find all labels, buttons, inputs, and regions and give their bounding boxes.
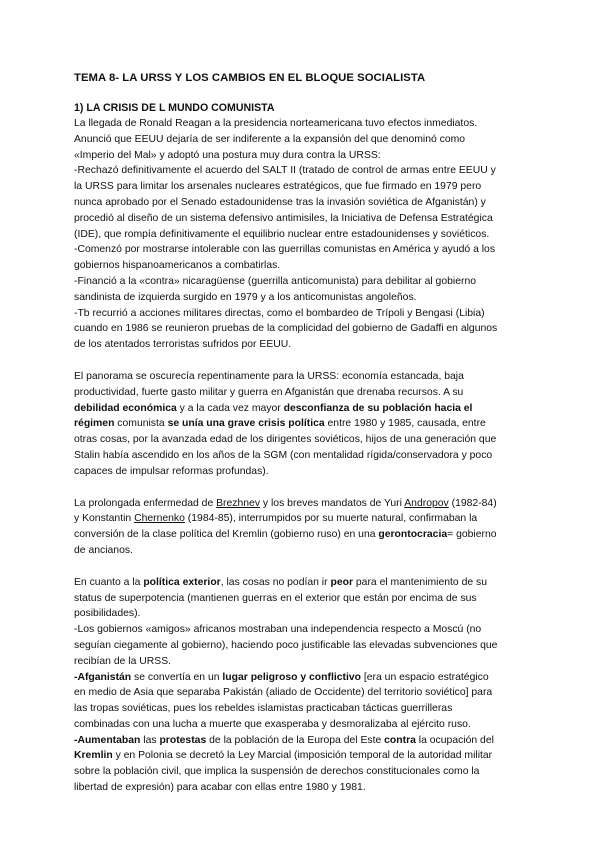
text-line: status de superpotencia (mantienen guerras en el exterior que están por encima de sus <box>74 592 477 604</box>
text-line: procedió al diseño de un sistema defensivo antimisiles, la Iniciativa de Defensa Estratégica <box>74 212 493 224</box>
text-line <box>74 748 540 764</box>
bold-text: se unía una grave crisis política <box>167 418 325 430</box>
text-line: seguían ciegamente al gobierno), haciendo poco justificable las elevadas subvenciones que <box>74 639 498 651</box>
text-line: La llegada de Ronald Reagan a la presidencia norteamericana tuvo efectos inmediatos. <box>74 118 478 129</box>
text-line: posibilidades). <box>74 608 141 620</box>
text-line: -Comenzó por mostrarse intolerable con las guerrillas comunistas en América y ayudó a los <box>74 244 496 256</box>
text-span: y en Polonia se decretó la Ley Marcial (imposición temporal de la autoridad militar <box>112 750 493 762</box>
text-line: otras cosas, por la avanzada edad de los dirigentes soviéticos, hijos de una generación que <box>74 434 497 446</box>
text-span: En cuanto a la <box>74 576 144 588</box>
text-line <box>74 401 540 417</box>
text-span: y Konstantin <box>74 513 135 525</box>
brezhnev-link[interactable]: Brezhnev <box>216 497 261 509</box>
text-span: = gobierno <box>447 529 497 541</box>
text-line <box>74 527 540 543</box>
text-line <box>74 496 540 512</box>
text-line: productividad, fuerte gasto militar y guerra en Afganistán que drenaba recursos. A su <box>74 386 464 398</box>
bold-text: gerontocracia <box>378 529 448 541</box>
text-span: [era un espacio estratégico <box>361 671 489 683</box>
bold-text: -Aumentaban <box>74 734 141 746</box>
text-line: sobre la población civil, que implica la suspensión de derechos constitucionales como la <box>74 766 480 778</box>
text-line: -Financió a la «contra» nicaragüense (guerrilla anticomunista) para debilitar al gobierno <box>74 275 476 287</box>
text-line: de los atentados terroristas sufridos por EEUU. <box>74 339 292 351</box>
text-line: -Rechazó definitivamente el acuerdo del SALT II (tratado de control de armas entre EEUU y <box>74 165 496 177</box>
text-line: la URSS para limitar los arsenales nucleares estratégicos, que fue firmado en 1979 pero <box>74 181 482 193</box>
text-span: y los breves mandatos de Yuri <box>260 497 405 509</box>
text-span: (1982-84) <box>448 497 497 509</box>
text-line: cuando en 1986 se reunieron pruebas de la complicidad del gobierno de Gadaffi en algunos <box>74 323 498 335</box>
bold-text: política exterior <box>143 576 221 588</box>
text-line: nunca aprobado por el Senado estadounidense tras la invasión soviética de Afganistán) y <box>74 196 486 208</box>
text-span: (1984-85), interrumpidos por su muerte natural, confirmaban la <box>184 513 478 525</box>
text-span: La prolongada enfermedad de <box>74 497 217 509</box>
text-line: recibían de la URSS. <box>74 655 172 667</box>
document-title: TEMA 8- LA URSS Y LOS CAMBIOS EN EL BLOQUE SOCIALISTA <box>74 72 426 84</box>
bold-text: protestas <box>159 734 207 746</box>
bold-text: lugar peligroso y conflictivo <box>222 671 361 683</box>
text-line: en medio de Asia que separaba Pakistán (aliado de Occidente) del territorio soviético] para <box>74 687 493 699</box>
text-line: (IDE), que rompía definitivamente el equilibrio nuclear entre estadounidenses y soviéticos. <box>74 228 490 240</box>
reagan-intro <box>74 116 540 353</box>
text-span: la ocupación del <box>415 734 494 746</box>
text-line: sandinista de izquierda surgido en 1979 y a los anticomunistas angoleños. <box>74 291 417 303</box>
text-line: -Tb recurrió a acciones militares directas, como el bombardeo de Trípoli y Bengasi (Libia) <box>74 307 485 319</box>
text-span: y a la cada vez mayor <box>176 402 284 414</box>
text-span: las <box>140 734 160 746</box>
text-line <box>74 416 540 432</box>
text-line: Anunció que EEUU dejaría de ser indiferente a la expansión del que denominó como <box>74 133 466 145</box>
text-span: se convertía en un <box>131 671 223 683</box>
bold-text: -Afganistán <box>74 671 132 683</box>
text-line: de ancianos. <box>74 544 133 556</box>
bold-text: Kremlin <box>74 750 113 762</box>
chernenko-link[interactable]: Chernenko <box>134 513 185 525</box>
text-span: entre 1980 y 1985, causada, entre <box>324 418 486 430</box>
text-span: comunista <box>114 418 168 430</box>
text-span: para el mantenimiento de su <box>353 576 488 588</box>
text-span: de la población de la Europa del Este <box>206 734 385 746</box>
text-line: libertad de expresión) para acabar con ellas entre 1980 y 1981. <box>74 782 366 794</box>
andropov-link[interactable]: Andropov <box>404 497 449 509</box>
text-line: «Imperio del Mal» y adoptó una postura muy dura contra la URSS: <box>74 149 381 161</box>
text-span: conversión de la clase política del Kremlin (gobierno ruso) en una <box>74 529 379 541</box>
panorama-paragraph <box>74 369 540 480</box>
text-span: , las cosas no podían ir <box>220 576 331 588</box>
section-heading: 1) LA CRISIS DE L MUNDO COMUNISTA <box>74 102 275 114</box>
text-line <box>74 511 540 527</box>
leaders-paragraph <box>74 496 540 559</box>
text-line <box>74 733 540 749</box>
text-line: gobiernos hispanoamericanos a combatirlas. <box>74 260 281 272</box>
bold-text: desconfianza de su población hacia el <box>283 402 473 414</box>
text-line: -Los gobiernos «amigos» africanos mostraban una independencia respecto a Moscú (no <box>74 624 482 636</box>
text-line: Stalin había ascendido en los años de la SGM (con mentalidad rígida/conservadora y poco <box>74 449 493 461</box>
bold-text: contra <box>384 734 416 746</box>
text-line <box>74 670 540 686</box>
text-line <box>74 575 540 591</box>
text-line: capaces de impulsar reformas profundas). <box>74 465 269 477</box>
text-line: El panorama se oscurecía repentinamente para la URSS: economía estancada, baja <box>74 370 464 382</box>
text-line: las tropas soviéticas, pues los rebeldes islamistas practicaban tácticas guerrilleras <box>74 703 453 715</box>
foreign-policy-paragraph <box>74 575 540 796</box>
bold-text: régimen <box>74 418 115 430</box>
text-line: combinadas con una lucha a muerte que exasperaba y desmoralizaba al ejército ruso. <box>74 718 471 730</box>
bold-text: debilidad económica <box>74 402 177 414</box>
bold-text: peor <box>330 576 353 588</box>
